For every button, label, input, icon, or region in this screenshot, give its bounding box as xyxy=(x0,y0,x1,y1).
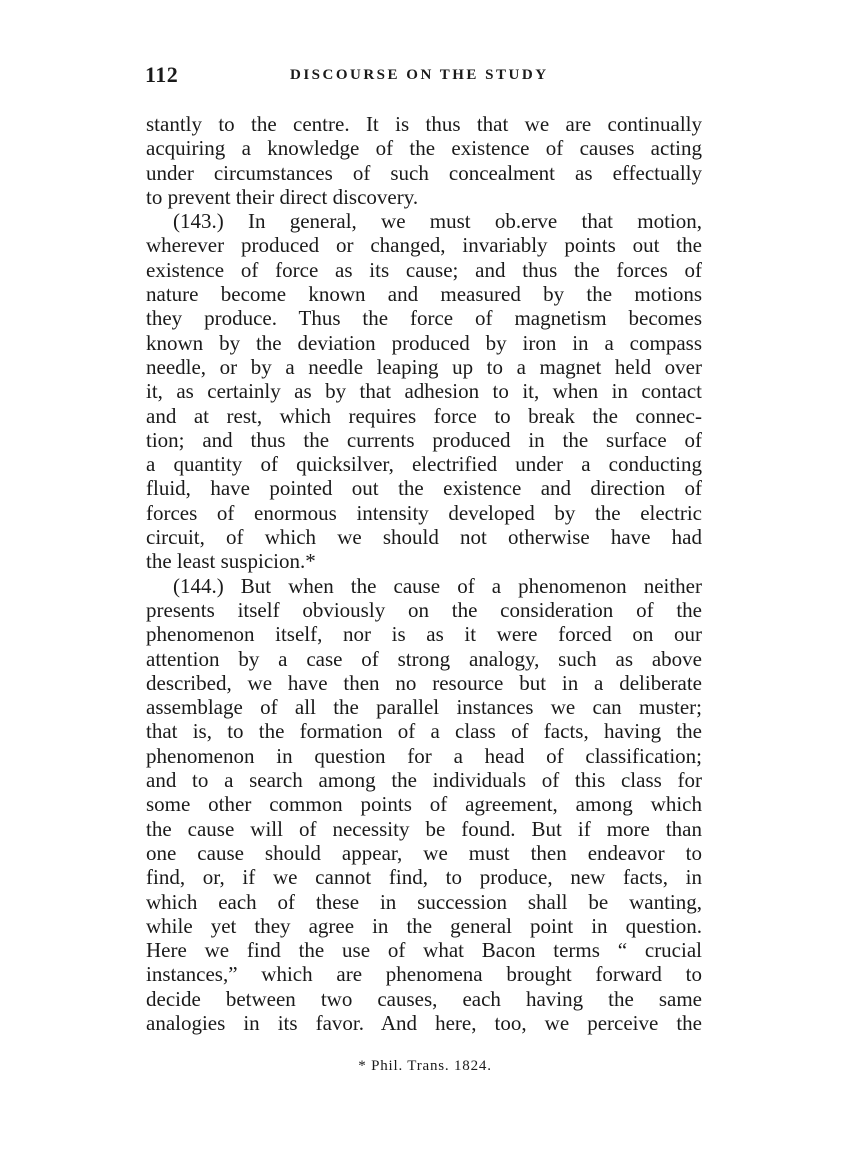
text-line: they produce. Thus the force of magnetism becomes xyxy=(146,306,702,331)
text-line: nature become known and measured by the motions xyxy=(146,282,702,307)
text-line: under circumstances of such concealment as effectually xyxy=(146,160,702,185)
text-line: circuit, of which we should not otherwise have had xyxy=(146,525,702,550)
paragraph-144-start: (144.) But when the cause of a phenomenon neither xyxy=(173,573,702,598)
text-line: that is, to the formation of a class of facts, having the xyxy=(146,719,702,744)
text-line: existence of force as its cause; and thus the forces of xyxy=(146,257,702,282)
text-line: tion; and thus the currents produced in the surface of xyxy=(146,427,702,452)
text-line: and at rest, which requires force to break the connec- xyxy=(146,403,702,428)
text-line: analogies in its favor. And here, too, we perceive the xyxy=(146,1010,702,1035)
text-line: known by the deviation produced by iron in a compass xyxy=(146,330,702,355)
text-line: one cause should appear, we must then endeavor to xyxy=(146,840,702,865)
text-line: the least suspicion.* xyxy=(146,549,316,574)
text-line: some other common points of agreement, among which xyxy=(146,792,702,817)
text-line: phenomenon in question for a head of classification; xyxy=(146,743,702,768)
page-number: 112 xyxy=(145,62,179,87)
text-line: a quantity of quicksilver, electrified under a conducting xyxy=(146,452,702,477)
text-line: find, or, if we cannot find, to produce, new facts, in xyxy=(146,865,702,890)
text-line: needle, or by a needle leaping up to a magnet held over xyxy=(146,354,702,379)
text-line: wherever produced or changed, invariably points out the xyxy=(146,233,702,258)
text-line: assemblage of all the parallel instances we can muster; xyxy=(146,695,702,720)
running-title: DISCOURSE ON THE STUDY xyxy=(290,67,549,83)
paragraph-143-start: (143.) In general, we must ob.erve that motion, xyxy=(173,209,702,234)
text-line: decide between two causes, each having the same xyxy=(146,986,702,1011)
text-line: presents itself obviously on the consideration of the xyxy=(146,597,702,622)
text-line: and to a search among the individuals of this class for xyxy=(146,768,702,793)
text-line: phenomenon itself, nor is as it were forced on our xyxy=(146,622,702,647)
text-line: while yet they agree in the general point in question. xyxy=(146,913,702,938)
text-line: acquiring a knowledge of the existence of causes acting xyxy=(146,136,702,161)
running-head xyxy=(145,62,705,92)
text-line: to prevent their direct discovery. xyxy=(146,184,419,209)
text-line: which each of these in succession shall be wanting, xyxy=(146,889,702,914)
text-line: described, we have then no resource but in a deliberate xyxy=(146,670,702,695)
text-line: stantly to the centre. It is thus that we are continually xyxy=(146,112,702,136)
text-line: instances,” which are phenomena brought forward to xyxy=(146,962,702,987)
text-line: attention by a case of strong analogy, such as above xyxy=(146,646,702,671)
text-line: fluid, have pointed out the existence and direction of xyxy=(146,476,702,501)
footnote: * Phil. Trans. 1824. xyxy=(358,1058,492,1074)
text-line: Here we find the use of what Bacon terms “ crucial xyxy=(146,938,702,963)
text-line: forces of enormous intensity developed by the electric xyxy=(146,500,702,525)
text-line: the cause will of necessity be found. But if more than xyxy=(146,816,702,841)
text-line: it, as certainly as by that adhesion to it, when in contact xyxy=(146,379,702,404)
body-text xyxy=(146,112,702,1035)
